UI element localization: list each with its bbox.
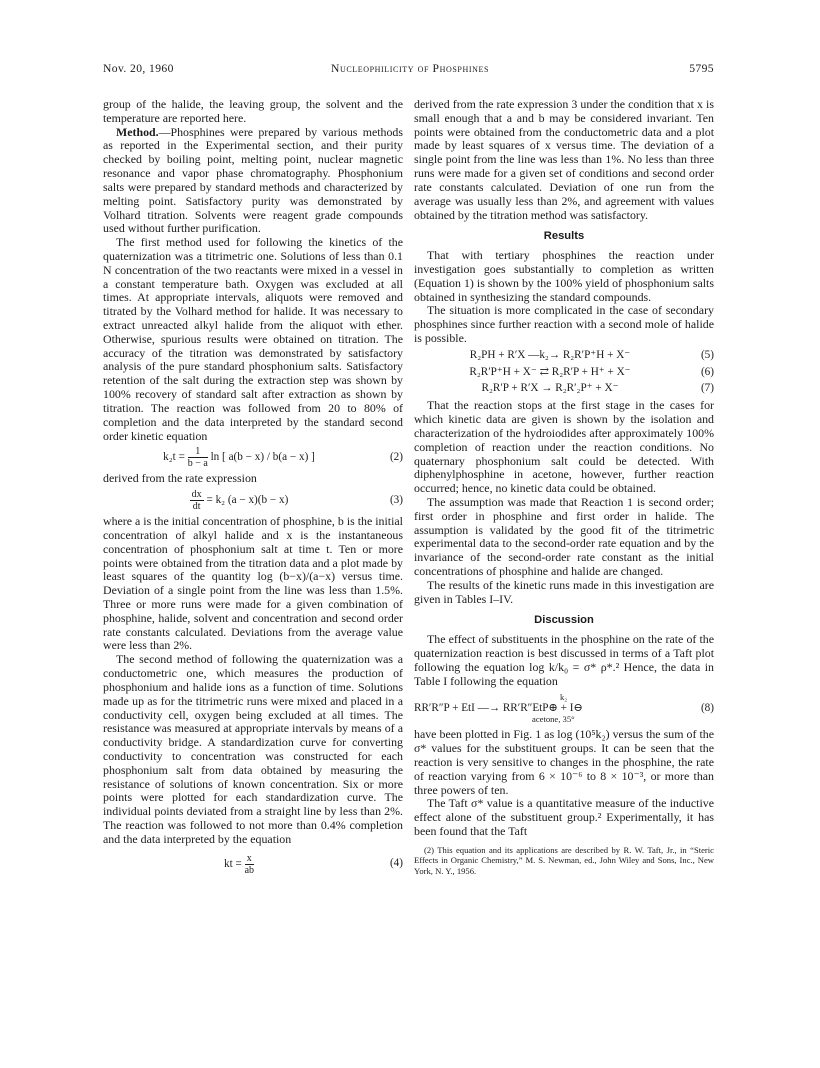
- paragraph: The results of the kinetic runs made in this investigation are given in Tables I–IV.: [414, 577, 714, 606]
- paragraph: derived from the rate expression: [103, 471, 257, 486]
- eq7-body: R₂R′P + R′X → R₂R′₂P⁺ + X⁻: [481, 382, 619, 395]
- equation-number: (7): [700, 382, 714, 395]
- eq8-conditions: acetone, 35°: [532, 714, 575, 725]
- section-heading-discussion: Discussion: [534, 614, 594, 627]
- paragraph: where a is the initial concentration of phosphine, b is the initial concentration of alkyl halide and x is the instantaneous concentration of phosphonium salt at time t. Ten or more points were obtained from the titration data and a plot made by least squares of the quantity log (b−x)/(a−x) versus time. Deviation of a single point from the line was less than 1.5%. Three or more runs were made for a given combination of phosphine, halide, solvent and concentration and second order rate constants calculated. Deviations from the average value were less than 2%.: [103, 514, 403, 653]
- paragraph: That the reaction stops at the first stage in the cases for which kinetic data are given is shown by the isolation and characterization of the hydroiodides after approximately 100% completion of reaction under the reaction conditions. No quaternary phosphonium salt could be detected. With diphenylphosphine in acetone, however, further reaction occurred; hence, no kinetic data could be obtained.: [414, 398, 714, 496]
- paragraph: The situation is more complicated in the case of secondary phosphines since further reaction with a second mole of halide is possible.: [414, 303, 714, 345]
- eq8-rate-constant: k₂: [560, 691, 568, 702]
- equation-7: [414, 382, 714, 396]
- method-text: Phosphines were prepared by various methods as reported in the Experimental section, and their purity checked by boiling point, melting point, nuclear magnetic resonance and vapor phase chromatography. Phosphonium salts were prepared by standard methods and characterized by melting point. Satisfactory purity was demonstrated by Volhard titration. Solvents were reagent grade compounds used without further purification.: [103, 124, 403, 236]
- equation-number: (8): [700, 701, 714, 714]
- left-column: [103, 98, 403, 879]
- eq3-denominator: dt: [192, 501, 201, 513]
- equation-5: [414, 349, 714, 363]
- equation-number: (4): [389, 857, 403, 870]
- equation-3: [103, 489, 403, 512]
- page-number: 5795: [689, 62, 714, 75]
- paragraph: The effect of substituents in the phosphine on the rate of the quaternization reaction is best discussed in terms of a Taft plot following the equation log k/k₀ = σ* ρ*.² Hence, the data in Table I following the equation: [414, 632, 714, 688]
- eq4-lhs: kt =: [223, 857, 245, 870]
- paragraph: The second method of following the quaternization was a conductometric one, which measures the production of phosphonium and halide ions as a function of time. Solutions made up as for the titrimetric runs were mixed and placed in a conductivity cell, oxygen being excluded at all times. The resistance was measured at appropriate intervals by means of a conductivity bridge. A standardization curve for converting conductivity to concentration was constructed for each phosphonium salt from data obtained by measuring the resistance of solutions of known concentration. Six or more points were plotted for each standardization curve. The individual points deviated from a straight line by less than 2%. The reaction was followed to not more than 0.4% completion and the data interpreted by the equation: [103, 652, 403, 846]
- eq2-numerator: 1: [188, 446, 208, 458]
- equation-number: (2): [389, 450, 403, 463]
- eq2-fraction: [188, 446, 208, 469]
- equation-2: [103, 446, 403, 469]
- running-title: Nucleophilicity of Phosphines: [330, 62, 490, 75]
- header-date: Nov. 20, 1960: [103, 62, 174, 75]
- method-dash: —: [158, 124, 171, 139]
- method-paragraph: [103, 126, 403, 237]
- eq2-denominator: b − a: [187, 458, 208, 470]
- equation-number: (6): [700, 365, 714, 378]
- paragraph: group of the halide, the leaving group, the solvent and the temperature are reported here.: [103, 97, 403, 125]
- equation-6: [414, 366, 714, 380]
- equation-8: [414, 693, 714, 725]
- paragraph: The Taft σ* value is a quantitative measure of the inductive effect alone of the substituent group.² Experimentally, it has been found that the Taft: [414, 796, 714, 838]
- footnote: (2) This equation and its applications are described by R. W. Taft, Jr., in “Steric Effects in Organic Chemistry,” M. S. Newman, ed., John Wiley and Sons, Inc., New York, N. Y., 1956.: [414, 844, 714, 876]
- eq6-body: R₂R′P⁺H + X⁻ ⇄ R₂R′P + H⁺ + X⁻: [469, 365, 631, 378]
- eq8-body: RR′R″P + EtI —→ RR′R″EtP⊕ + I⊖: [414, 701, 583, 714]
- equation-number: (3): [389, 493, 403, 506]
- paragraph: have been plotted in Fig. 1 as log (10⁵k₂) versus the sum of the σ* values for the substituent groups. It can be seen that the reaction is very sensitive to changes in the phosphine, the rate of reaction varying from 6 × 10⁻⁶ to 8 × 10⁻³, or more than three powers of ten.: [414, 727, 714, 797]
- eq3-rhs: = k₂ (a − x)(b − x): [203, 494, 289, 507]
- eq4-denominator: ab: [244, 864, 255, 876]
- paragraph: The assumption was made that Reaction 1 is second order; first order in phosphine and first order in halide. The assumption is validated by the good fit of the titrimetric experimental data to the second-order rate equation and by the invariance of the second-order rate constant as the initial concentrations of phosphine and halide are changed.: [414, 494, 714, 578]
- eq2-rhs: ln [ a(b − x) / b(a − x) ]: [207, 451, 315, 464]
- eq3-numerator: dx: [191, 489, 202, 501]
- eq4-fraction: [245, 853, 254, 876]
- method-heading: Method.: [116, 124, 159, 139]
- paragraph: That with tertiary phosphines the reaction under investigation goes substantially to completion as written (Equation 1) is shown by the 100% yield of phosphonium salts obtained in synthesizing the standard compounds.: [414, 248, 714, 304]
- eq2-lhs: k₂t =: [163, 451, 188, 464]
- right-column: [414, 98, 714, 876]
- equation-4: [103, 853, 403, 876]
- paragraph: derived from the rate expression 3 under the condition that x is small enough that a and b may be considered invariant. Ten points were obtained from the conductometric data and a plot made by least squares of x versus time. The deviation of a single point from the line was less than 1%. No less than three runs were made for a given set of conditions and second order rate constants calculated. Deviation of one run from the average was usually less than 2%, and agreement with values obtained by the titration method was satisfactory.: [414, 97, 714, 222]
- eq3-fraction: [190, 489, 204, 512]
- section-heading-results: Results: [543, 230, 585, 243]
- eq5-body: R₂PH + R′X —k₂→ R₂R′P⁺H + X⁻: [469, 348, 631, 361]
- equation-number: (5): [700, 348, 714, 361]
- paragraph: The first method used for following the kinetics of the quaternization was a titrimetric one. Solutions of less than 0.1 N concentration of the two reactants were mixed in a vessel in a constant temperature bath. Oxygen was excluded at all times. At appropriate intervals, aliquots were removed and titrated by the Volhard method for halide. It was necessary to extract unreacted alkyl halide from the aliquot with ether. Otherwise, spurious results were obtained on titration. The accuracy of the titration was demonstrated by satisfactory analysis of the pure standard phosphonium salts. Satisfactory retention of the salt during the extraction step was shown by 100% recovery of standard salt after extraction as shown by titration. The reaction was followed from 20 to 80% of completion and the data interpreted by the standard second order kinetic equation: [103, 235, 403, 443]
- eq4-numerator: x: [245, 853, 254, 865]
